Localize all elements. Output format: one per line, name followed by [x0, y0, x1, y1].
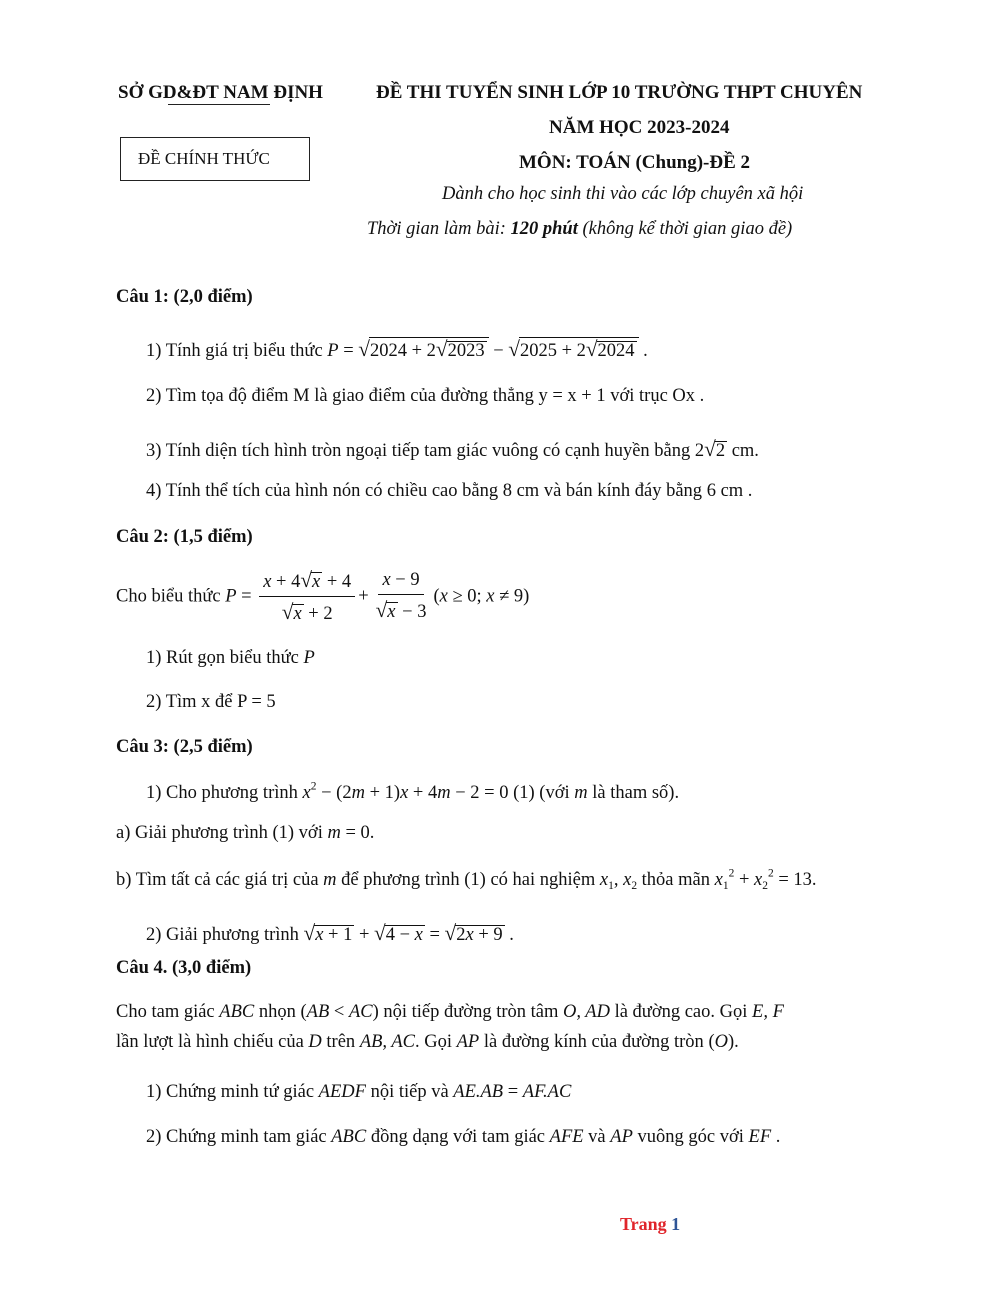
q1-title: Câu 1: (2,0 điểm)	[116, 287, 253, 307]
q3-item-2: 2) Giải phương trình √x + 1 + √4 − x = √2x + 9 .	[146, 921, 514, 945]
q4-paragraph-2: lần lượt là hình chiếu của D trên AB, AC. Gọi AP là đường kính của đường tròn (O).	[116, 1032, 739, 1052]
exam-title: ĐỀ THI TUYỂN SINH LỚP 10 TRƯỜNG THPT CHUYÊN	[376, 82, 863, 103]
official-label: ĐỀ CHÍNH THỨC	[138, 149, 270, 168]
q1-item-4: 4) Tính thể tích của hình nón có chiều cao bằng 8 cm và bán kính đáy bằng 6 cm .	[146, 481, 753, 501]
q1-item-1: 1) Tính giá trị biểu thức P = √2024 + 2√2023 − √2025 + 2√2024 .	[146, 337, 648, 361]
page-label: Trang	[620, 1214, 667, 1234]
subject-title: MÔN: TOÁN (Chung)-ĐỀ 2	[519, 152, 751, 173]
school-year: NĂM HỌC 2023-2024	[549, 117, 730, 138]
department-name: SỞ GD&ĐT NAM ĐỊNH	[118, 82, 323, 103]
q4-item-2: 2) Chứng minh tam giác ABC đồng dạng với tam giác AFE và AP vuông góc với EF .	[146, 1127, 781, 1147]
q4-paragraph-1: Cho tam giác ABC nhọn (AB < AC) nội tiếp đường tròn tâm O, AD là đường cao. Gọi E, F	[116, 1002, 784, 1022]
q3-item-1: 1) Cho phương trình $x^2 - (2m + 1)x + 4m - 2 = 0$ (1) (với m là tham số).	[146, 780, 680, 803]
q2-item-2: 2) Tìm x để P = 5	[146, 692, 276, 712]
q3-part-a: a) Giải phương trình (1) với m = 0.	[116, 823, 375, 843]
q1-item-3: 3) Tính diện tích hình tròn ngoại tiếp tam giác vuông có cạnh huyền bằng 2√2 cm.	[146, 437, 759, 461]
department-underline	[168, 104, 270, 105]
page-footer	[620, 1214, 680, 1235]
audience-note: Dành cho học sinh thi vào các lớp chuyên xã hội	[442, 184, 804, 204]
q3-part-b: b) Tìm tất cả các giá trị của m để phương trình (1) có hai nghiệm $x_1$, $x_2$ thỏa mãn $x_1^2 + x_2^2 = 13$.	[116, 867, 817, 892]
q2-item-1: 1) Rút gọn biểu thức P	[146, 648, 315, 668]
page-number: 1	[671, 1214, 681, 1234]
q1-item-2: 2) Tìm tọa độ điểm M là giao điểm của đường thẳng y = x + 1 với trục Ox .	[146, 386, 705, 406]
q3-title: Câu 3: (2,5 điểm)	[116, 737, 253, 757]
q4-item-1: 1) Chứng minh tứ giác AEDF nội tiếp và AE.AB = AF.AC	[146, 1082, 572, 1102]
q2-expression: Cho biểu thức P = $\frac{x + 4√x + 4}{√x + 2}$ + $\frac{x - 9}{√x - 3}$ (x ≥ 0; x ≠ 9)	[116, 568, 530, 625]
q4-title: Câu 4. (3,0 điểm)	[116, 958, 252, 978]
q2-title: Câu 2: (1,5 điểm)	[116, 527, 253, 547]
time-note: Thời gian làm bài: 120 phút (không kể thời gian giao đề)	[367, 219, 793, 239]
